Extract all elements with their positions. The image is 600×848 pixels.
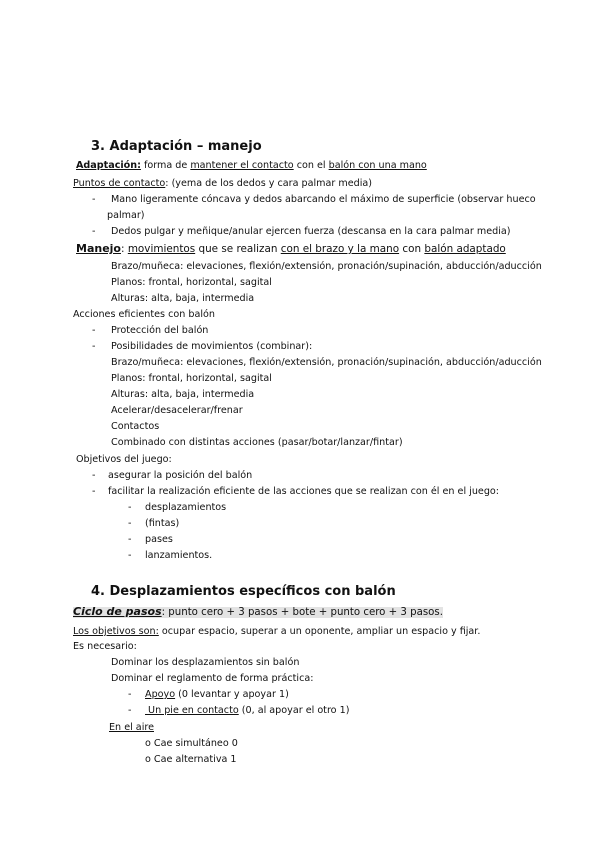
bullet-dash: -	[128, 550, 132, 561]
manejo-text-1: que se realizan	[195, 243, 281, 255]
pie-contacto-label: Un pie en contacto	[145, 705, 239, 716]
list-item: Mano ligeramente cóncava y dedos abarcando el máximo de superficie (observar hueco	[111, 194, 536, 205]
adaptacion-text-1: forma de	[140, 160, 191, 171]
list-item: Alturas: alta, baja, intermedia	[111, 389, 255, 400]
manejo-underline-3: balón adaptado	[424, 243, 506, 255]
list-item: lanzamientos.	[145, 550, 213, 561]
objetivos-son-rest: ocupar espacio, superar a un oponente, ampliar un espacio y fijar.	[158, 626, 481, 637]
bullet-dash: -	[128, 705, 132, 716]
pie-contacto-text: (0, al apoyar el otro 1)	[238, 705, 350, 716]
list-item: pases	[145, 534, 173, 545]
bullet-dash: -	[92, 226, 96, 237]
list-item: Brazo/muñeca: elevaciones, flexión/extensión, pronación/supinación, abducción/aducción	[111, 357, 542, 368]
necesario-title: Es necesario:	[73, 641, 137, 652]
en-el-aire-label	[109, 722, 154, 734]
manejo-label: Manejo	[76, 242, 121, 255]
list-item: Acelerar/desacelerar/frenar	[111, 405, 243, 416]
manejo-text-2: con	[399, 243, 425, 255]
objetivos-son-label: Los objetivos son:	[73, 626, 159, 637]
puntos-contacto-line	[73, 178, 372, 190]
adaptacion-label: Adaptación:	[76, 160, 141, 171]
list-item: palmar)	[107, 210, 145, 221]
list-item: o Cae simultáneo 0	[145, 738, 238, 749]
list-item: Combinado con distintas acciones (pasar/botar/lanzar/fintar)	[111, 437, 403, 448]
manejo-colon: :	[121, 243, 128, 255]
adaptacion-underline-1: mantener el contacto	[190, 160, 294, 171]
adaptacion-underline-2: balón con una mano	[328, 160, 427, 171]
apoyo-text: (0 levantar y apoyar 1)	[175, 689, 289, 700]
apoyo-line	[145, 689, 289, 701]
section-3-heading: 3. Adaptación – manejo	[91, 139, 262, 154]
puntos-contacto-rest: : (yema de los dedos y cara palmar media)	[165, 178, 373, 189]
list-item: Dominar los desplazamientos sin balón	[111, 657, 300, 668]
list-item: Planos: frontal, horizontal, sagital	[111, 373, 272, 384]
objetivos-title: Objetivos del juego:	[76, 454, 172, 465]
bullet-dash: -	[92, 470, 96, 481]
list-item: facilitar la realización eficiente de las acciones que se realizan con él en el juego:	[108, 486, 500, 497]
list-item: Planos: frontal, horizontal, sagital	[111, 277, 272, 288]
bullet-dash: -	[92, 325, 96, 336]
list-item: Dominar el reglamento de forma práctica:	[111, 673, 314, 684]
apoyo-label: Apoyo	[145, 689, 176, 700]
ciclo-highlight	[73, 607, 443, 618]
bullet-dash: -	[128, 518, 132, 529]
manejo-underline-2: con el brazo y la mano	[280, 243, 400, 255]
list-item: desplazamientos	[145, 502, 227, 513]
bullet-dash: -	[128, 534, 132, 545]
list-item: (fintas)	[145, 518, 180, 529]
bullet-dash: -	[92, 486, 96, 497]
list-item: Dedos pulgar y meñique/anular ejercen fuerza (descansa en la cara palmar media)	[111, 226, 511, 237]
en-el-aire-text: En el aire	[109, 722, 154, 733]
pie-contacto-line	[145, 705, 349, 717]
adaptacion-line	[76, 160, 427, 172]
puntos-contacto-label: Puntos de contacto	[73, 178, 166, 189]
bullet-dash: -	[128, 502, 132, 513]
manejo-line	[76, 243, 506, 255]
manejo-underline-1: movimientos	[127, 243, 196, 255]
list-item: o Cae alternativa 1	[145, 754, 237, 765]
list-item: asegurar la posición del balón	[108, 470, 253, 481]
list-item: Contactos	[111, 421, 160, 432]
adaptacion-text-2: con el	[293, 160, 329, 171]
bullet-dash: -	[128, 689, 132, 700]
ciclo-label: Ciclo de pasos	[73, 605, 162, 618]
list-item: Posibilidades de movimientos (combinar):	[111, 341, 313, 352]
ciclo-line	[73, 605, 443, 620]
objetivos-son-line	[73, 626, 480, 638]
bullet-dash: -	[92, 341, 96, 352]
acciones-title: Acciones eficientes con balón	[73, 309, 215, 320]
list-item: Protección del balón	[111, 325, 209, 336]
ciclo-rest: : punto cero + 3 pasos + bote + punto cero + 3 pasos.	[161, 607, 443, 618]
section-4-heading: 4. Desplazamientos específicos con balón	[91, 584, 396, 599]
list-item: Brazo/muñeca: elevaciones, flexión/extensión, pronación/supinación, abducción/aducción	[111, 261, 542, 272]
bullet-dash: -	[92, 194, 96, 205]
list-item: Alturas: alta, baja, intermedia	[111, 293, 255, 304]
